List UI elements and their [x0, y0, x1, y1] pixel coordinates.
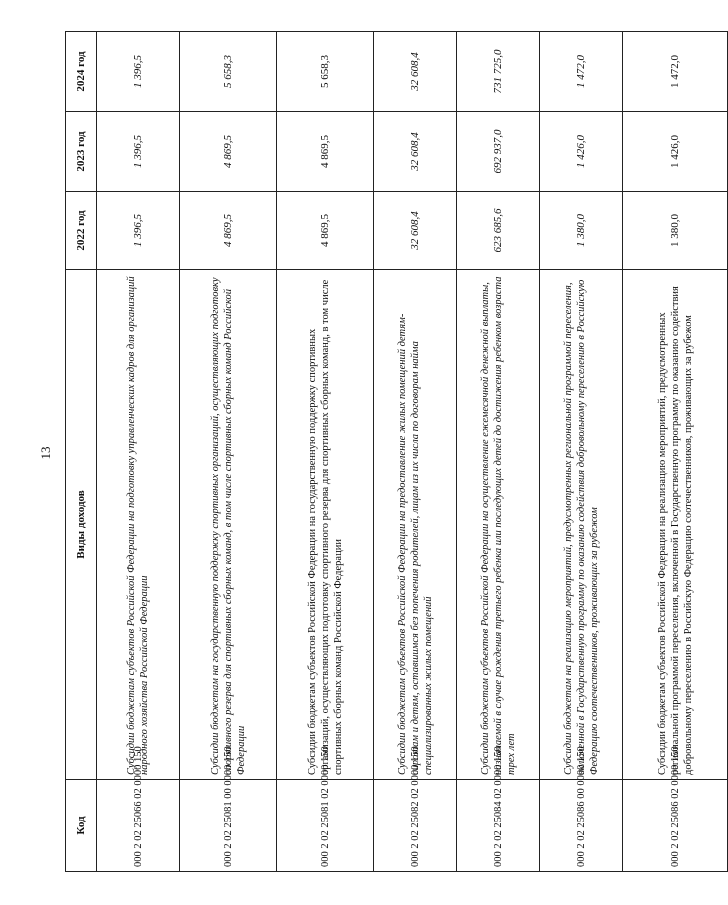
table-header-row	[66, 32, 97, 872]
table-row	[277, 32, 374, 872]
row-2022: 623 685,6	[457, 192, 540, 270]
row-code: 000 2 02 25066 02 0000 150	[97, 780, 180, 872]
row-kind: Субсидии бюджетам на реализацию мероприятий, предусмотренных региональной программой переселения, включенной в Государственную программу по оказанию содействия добровольному переселению в Российскую Федерацию соотечественников, проживающих за рубежом	[540, 270, 623, 780]
row-code: 000 2 02 25082 02 0000 150	[374, 780, 457, 872]
row-2024: 5 658,3	[180, 32, 277, 112]
row-2023: 4 869,5	[277, 112, 374, 192]
page-number: 13	[38, 446, 53, 460]
row-2022: 32 608,4	[374, 192, 457, 270]
row-2023: 1 426,0	[623, 112, 728, 192]
row-2024: 731 725,0	[457, 32, 540, 112]
header-2024: 2024 год	[66, 32, 97, 112]
row-2022: 4 869,5	[180, 192, 277, 270]
row-code: 000 2 02 25086 02 0000 150	[623, 780, 728, 872]
row-2023: 4 869,5	[180, 112, 277, 192]
row-kind: Субсидии бюджетам субъектов Российской Федерации на государственную поддержку спортивных организаций, осуществляющих подготовку спортивного резерва для спортивных сборных команд, в том числе спортивных сборных команд Российской Федерации	[277, 270, 374, 780]
income-table	[65, 31, 728, 872]
row-2023: 1 426,0	[540, 112, 623, 192]
table-row	[374, 32, 457, 872]
table-row	[180, 32, 277, 872]
row-2023: 692 937,0	[457, 112, 540, 192]
row-kind: Субсидии бюджетам на государственную поддержку спортивных организаций, осуществляющих подготовку спортивного резерва для спортивных сборных команд, в том числе спортивных сборных команд Российской Федерации	[180, 270, 277, 780]
table-row	[97, 32, 180, 872]
table-row	[623, 32, 728, 872]
row-code: 000 2 02 25084 02 0000 150	[457, 780, 540, 872]
row-code: 000 2 02 25086 00 0000 150	[540, 780, 623, 872]
row-code: 000 2 02 25081 00 0000 150	[180, 780, 277, 872]
header-kind: Виды доходов	[66, 270, 97, 780]
row-kind: Субсидии бюджетам субъектов Российской Федерации на подготовку управленческих кадров для организаций народного хозяйства Российской Федерации	[97, 270, 180, 780]
row-kind: Субсидии бюджетам субъектов Российской Федерации на предоставление жилых помещений детям-сиротам и детям, оставшимся без попечения родителей, лицам из их числа по договорам найма специализированных жилых помещений	[374, 270, 457, 780]
row-2022: 4 869,5	[277, 192, 374, 270]
header-code: Код	[66, 780, 97, 872]
row-2024: 5 658,3	[277, 32, 374, 112]
row-2022: 1 396,5	[97, 192, 180, 270]
row-2023: 1 396,5	[97, 112, 180, 192]
table-row	[457, 32, 540, 872]
table-row	[540, 32, 623, 872]
income-table-wrapper	[65, 32, 694, 872]
row-2023: 32 608,4	[374, 112, 457, 192]
row-kind: Субсидии бюджетам субъектов Российской Федерации на осуществление ежемесячной денежной выплаты, назначаемой в случае рождения третьего ребенка или последующих детей до достижения ребенком возраста трех лет	[457, 270, 540, 780]
row-2024: 1 472,0	[623, 32, 728, 112]
header-2022: 2022 год	[66, 192, 97, 270]
row-2024: 1 396,5	[97, 32, 180, 112]
header-2023: 2023 год	[66, 112, 97, 192]
row-2022: 1 380,0	[540, 192, 623, 270]
row-2022: 1 380,0	[623, 192, 728, 270]
row-2024: 32 608,4	[374, 32, 457, 112]
row-2024: 1 472,0	[540, 32, 623, 112]
row-code: 000 2 02 25081 02 0000 150	[277, 780, 374, 872]
row-kind: Субсидии бюджетам субъектов Российской Федерации на реализацию мероприятий, предусмотренных региональной программой переселения, включенной в Государственную программу по оказанию содействия добровольному переселению в Российскую Федерацию соотечественников, проживающих за рубежом	[623, 270, 728, 780]
